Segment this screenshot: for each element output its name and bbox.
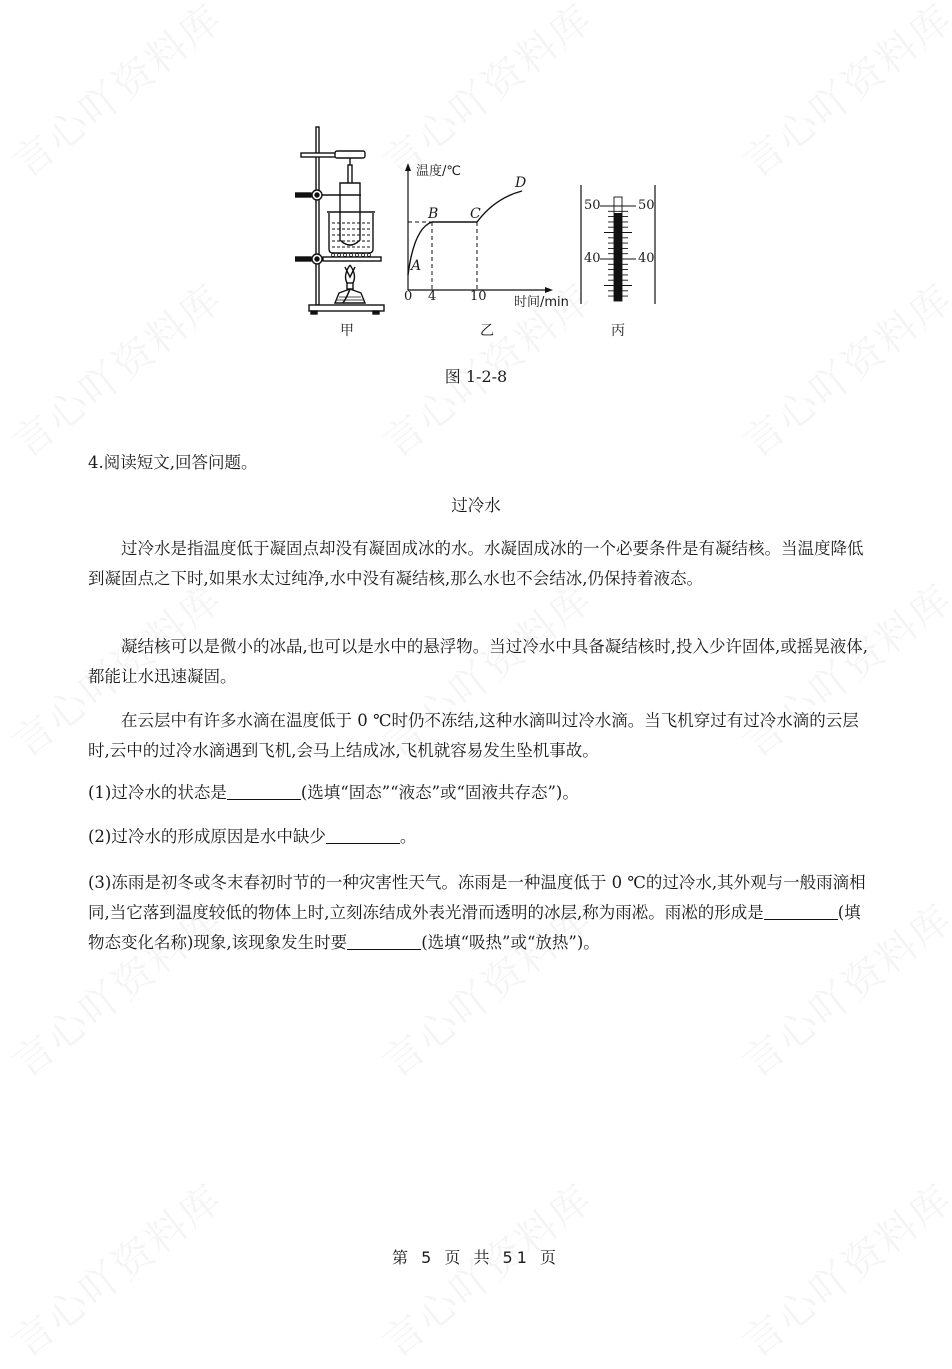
thermometer-label-50-left: 50 bbox=[584, 198, 601, 213]
sub-question-3 bbox=[88, 868, 868, 958]
y-axis-label: 温度/℃ bbox=[416, 164, 461, 179]
thermometer-label-40-right: 40 bbox=[638, 251, 655, 266]
thermometer-label-50-right: 50 bbox=[638, 198, 655, 213]
temperature-time-graph bbox=[400, 160, 570, 310]
sub-question-3-id: (3) bbox=[88, 873, 112, 892]
sub-question-1-text: 过冷水的状态是 bbox=[111, 783, 227, 802]
article-paragraph-1: 过冷水是指温度低于凝固点却没有凝固成冰的水。水凝固成冰的一个必要条件是有凝结核。当温度降低到凝固点之下时,如果水太过纯净,水中没有凝结核,那么水也不会结冰,仍保持着液态。 bbox=[88, 539, 864, 588]
x-axis-label: 时间/min bbox=[514, 295, 569, 310]
question-prompt bbox=[88, 448, 868, 478]
x-tick-0: 0 bbox=[404, 289, 413, 304]
question-number: 4. bbox=[88, 453, 104, 472]
heating-apparatus-diagram bbox=[295, 125, 405, 325]
article-paragraph-3: 在云层中有许多水滴在温度低于 0 ℃时仍不冻结,这种水滴叫过冷水滴。当飞机穿过有过冷水滴的云层时,云中的过冷水滴遇到飞机,会马上结成冰,飞机就容易发生坠机事故。 bbox=[88, 711, 859, 760]
answer-blank-1[interactable] bbox=[227, 783, 301, 800]
sub-question-1-hint: (选填“固态”“液态”或“固液共存态”)。 bbox=[300, 783, 579, 802]
sub-question-1-id: (1) bbox=[88, 783, 112, 802]
answer-blank-4[interactable] bbox=[347, 933, 421, 950]
answer-blank-3[interactable] bbox=[764, 903, 838, 920]
point-b-label: B bbox=[428, 206, 439, 222]
label-bing: 丙 bbox=[611, 323, 625, 339]
sub-question-2-end: 。 bbox=[399, 827, 417, 846]
sub-question-3-text: 冻雨是初冬或冬末春初时节的一种灾害性天气。冻雨是一种温度低于 0 ℃的过冷水,其外观与一般雨滴相同,当它落到温度较低的物体上时,立刻冻结成外表光滑而透明的冰层,称为雨凇。雨凇的形成是 bbox=[88, 873, 866, 922]
sub-question-3-middle: (填物态变化名称)现象,该现象发生时要 bbox=[88, 903, 861, 952]
label-yi: 乙 bbox=[480, 323, 494, 339]
sub-question-1 bbox=[88, 778, 868, 808]
point-a-label: A bbox=[411, 258, 422, 274]
x-tick-10: 10 bbox=[470, 289, 487, 304]
label-jia: 甲 bbox=[340, 323, 354, 339]
sub-question-3-hint: (选填“吸热”或“放热”)。 bbox=[421, 933, 600, 952]
point-d-label: D bbox=[515, 175, 527, 191]
figure-caption: 图 1-2-8 bbox=[444, 367, 508, 386]
point-c-label: C bbox=[470, 206, 481, 222]
sub-question-2-id: (2) bbox=[88, 827, 112, 846]
figure-1-2-8 bbox=[290, 120, 670, 345]
thermometer-label-40-left: 40 bbox=[584, 251, 601, 266]
x-tick-4: 4 bbox=[428, 289, 437, 304]
sub-question-2 bbox=[88, 822, 868, 852]
page-number-footer: 第 5 页 共 51 页 bbox=[392, 1248, 560, 1267]
sub-question-2-text: 过冷水的形成原因是水中缺少 bbox=[111, 827, 326, 846]
article-title: 过冷水 bbox=[451, 496, 501, 515]
question-prompt-text: 阅读短文,回答问题。 bbox=[103, 453, 258, 472]
article-paragraph-2: 凝结核可以是微小的冰晶,也可以是水中的悬浮物。当过冷水中具备凝结核时,投入少许固体,或摇晃液体,都能让水迅速凝固。 bbox=[88, 637, 868, 686]
answer-blank-2[interactable] bbox=[326, 827, 400, 844]
